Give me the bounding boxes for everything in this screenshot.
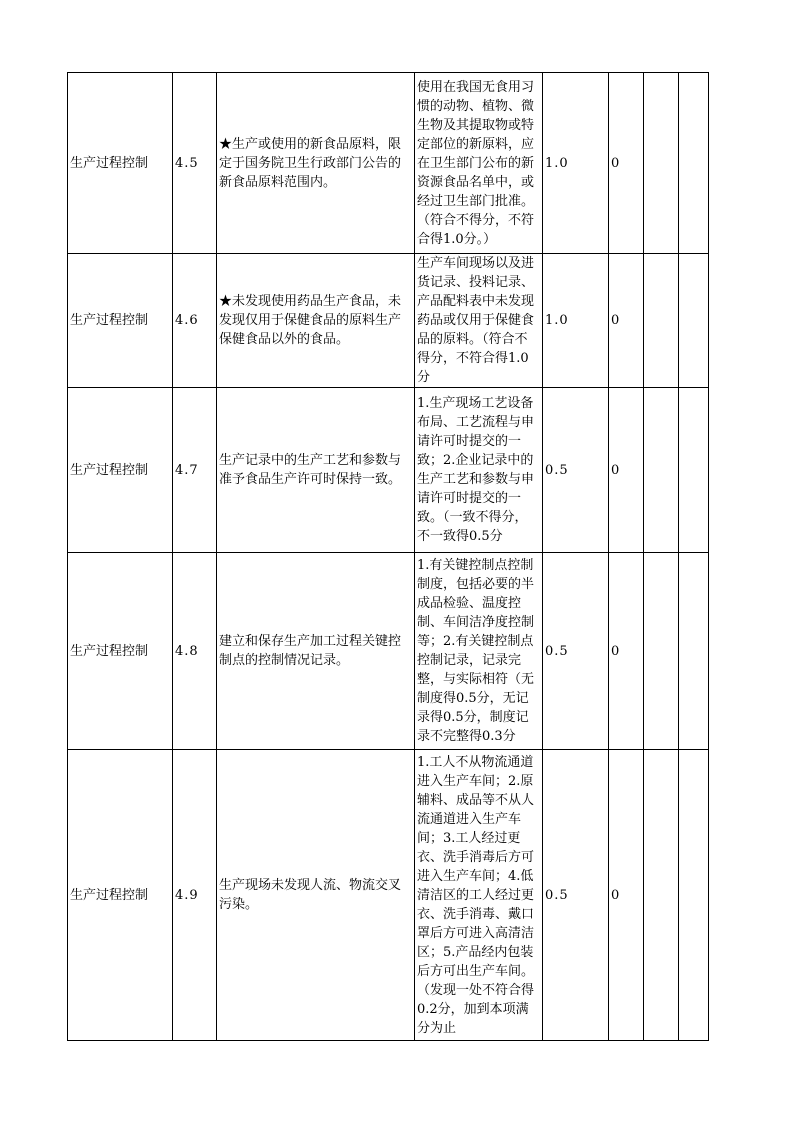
- blank-cell: [644, 553, 679, 750]
- inspection-method-cell: [415, 750, 543, 1041]
- result-cell: 0: [609, 553, 644, 750]
- table-body: [68, 73, 709, 1041]
- table-row: [68, 388, 709, 553]
- inspection-method-text: 1.工人不从物流通道进入生产车间；2.原辅料、成品等不从人流通道进入生产车间；3.工人经过更衣、洗手消毒后方可进入生产车间；4.低清洁区的工人经过更衣、洗手消毒、戴口罩后方可进入高清洁区；5.产品经内包装后方可出生产车间。（发现一处不符合得0.2分，加到本项满分为止: [417, 754, 535, 1036]
- inspection-method-cell: [415, 388, 543, 553]
- blank-cell: [644, 388, 679, 553]
- score-cell: 1.0: [543, 73, 609, 254]
- category-cell: 生产过程控制: [68, 553, 173, 750]
- blank-cell: [679, 73, 709, 254]
- inspection-method-cell: [415, 73, 543, 254]
- item-code-cell: 4.8: [173, 553, 217, 750]
- score-cell: 1.0: [543, 254, 609, 388]
- category-cell: 生产过程控制: [68, 388, 173, 553]
- result-cell: 0: [609, 73, 644, 254]
- table-row: [68, 553, 709, 750]
- score-cell: 0.5: [543, 750, 609, 1041]
- inspection-method-text: 使用在我国无食用习惯的动物、植物、微生物及其提取物或特定部位的新原料，应在卫生部门公布的新资源食品名单中，或经过卫生部门批准。（符合不得分，不符合得1.0分。）: [417, 79, 535, 247]
- score-cell: 0.5: [543, 388, 609, 553]
- requirement-cell: ★未发现使用药品生产食品，未发现仅用于保健食品的原料生产保健食品以外的食品。: [217, 254, 415, 388]
- table-row: [68, 254, 709, 388]
- inspection-method-text: 1.有关键控制点控制制度，包括必要的半成品检验、温度控制、车间洁净度控制等；2.有关键控制点控制记录，记录完整，与实际相符（无制度得0.5分，无记录得0.5分，制度记录不完整得0.3分: [417, 558, 535, 744]
- blank-cell: [644, 73, 679, 254]
- item-code-cell: 4.7: [173, 388, 217, 553]
- item-code-cell: 4.5: [173, 73, 217, 254]
- table-row: [68, 750, 709, 1041]
- inspection-table: [67, 72, 709, 1041]
- inspection-method-text: 生产车间现场以及进货记录、投料记录、产品配料表中未发现药品或仅用于保健食品的原料。（符合不得分，不符合得1.0分: [417, 256, 535, 385]
- category-cell: 生产过程控制: [68, 73, 173, 254]
- blank-cell: [679, 388, 709, 553]
- category-cell: 生产过程控制: [68, 750, 173, 1041]
- blank-cell: [644, 750, 679, 1041]
- result-cell: 0: [609, 254, 644, 388]
- item-code-cell: 4.9: [173, 750, 217, 1041]
- score-cell: 0.5: [543, 553, 609, 750]
- table-row: [68, 73, 709, 254]
- inspection-method-text: 1.生产现场工艺设备布局、工艺流程与申请许可时提交的一致；2.企业记录中的生产工艺和参数与申请许可时提交的一致。（一致不得分，不一致得0.5分: [417, 396, 535, 544]
- blank-cell: [679, 254, 709, 388]
- inspection-method-cell: [415, 553, 543, 750]
- item-code-cell: 4.6: [173, 254, 217, 388]
- result-cell: 0: [609, 750, 644, 1041]
- category-cell: 生产过程控制: [68, 254, 173, 388]
- blank-cell: [679, 750, 709, 1041]
- inspection-method-cell: [415, 254, 543, 388]
- requirement-cell: 建立和保存生产加工过程关键控制点的控制情况记录。: [217, 553, 415, 750]
- requirement-cell: 生产记录中的生产工艺和参数与准予食品生产许可时保持一致。: [217, 388, 415, 553]
- blank-cell: [679, 553, 709, 750]
- requirement-cell: ★生产或使用的新食品原料，限定于国务院卫生行政部门公告的新食品原料范围内。: [217, 73, 415, 254]
- requirement-cell: 生产现场未发现人流、物流交叉污染。: [217, 750, 415, 1041]
- result-cell: 0: [609, 388, 644, 553]
- blank-cell: [644, 254, 679, 388]
